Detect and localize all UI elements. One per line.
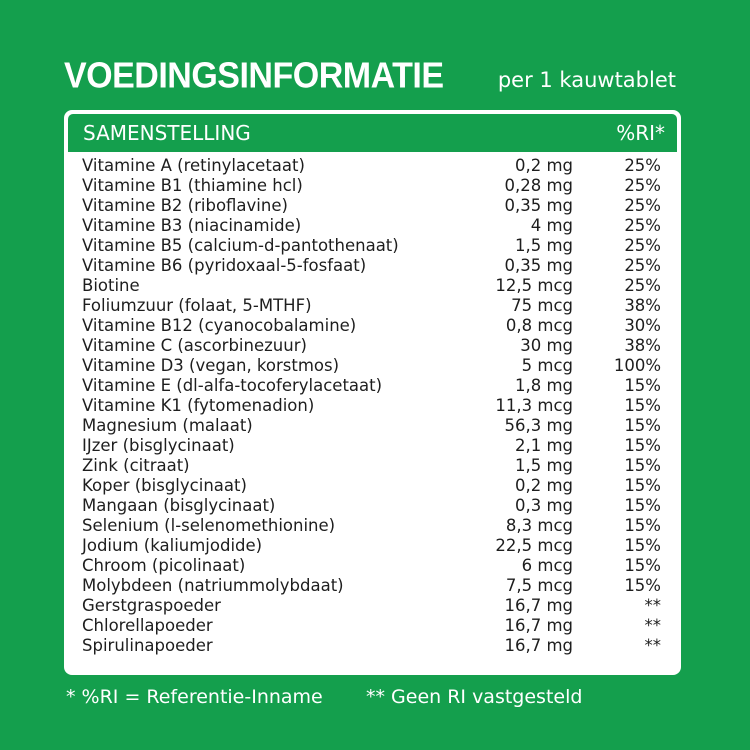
- ingredient-name: Vitamine D3 (vegan, korstmos): [82, 356, 340, 375]
- ingredient-ri: 15%: [624, 376, 661, 395]
- ingredient-name: Vitamine B6 (pyridoxaal-5-fosfaat): [82, 256, 367, 275]
- table-row: [82, 536, 662, 556]
- table-row: [82, 476, 662, 496]
- ingredient-name: Chlorellapoeder: [82, 616, 213, 635]
- ingredient-name: Vitamine A (retinylacetaat): [82, 156, 305, 175]
- ingredient-amount: 30 mg: [520, 336, 573, 355]
- ingredient-name: IJzer (bisglycinaat): [82, 436, 235, 455]
- nutrition-table-card: [64, 110, 681, 675]
- ingredient-amount: 22,5 mcg: [495, 536, 573, 555]
- footnote-no-ri: ** Geen RI vastgesteld: [366, 686, 583, 708]
- table-row: [82, 576, 662, 596]
- footnote-ri: * %RI = Referentie-Inname: [66, 686, 323, 708]
- ingredient-amount: 1,5 mg: [514, 456, 573, 475]
- ingredient-amount: 0,35 mg: [504, 196, 573, 215]
- ingredient-name: Biotine: [82, 276, 140, 295]
- table-row: [82, 596, 662, 616]
- ingredient-amount: 56,3 mg: [504, 416, 573, 435]
- table-header: [68, 114, 677, 152]
- ingredient-ri: 15%: [624, 516, 661, 535]
- ingredient-ri: **: [644, 636, 661, 655]
- ingredient-ri: 25%: [624, 176, 661, 195]
- table-row: [82, 556, 662, 576]
- table-row: [82, 176, 662, 196]
- table-row: [82, 336, 662, 356]
- ingredient-amount: 0,8 mcg: [505, 316, 573, 335]
- ingredient-ri: 100%: [613, 356, 661, 375]
- table-row: [82, 156, 662, 176]
- table-row: [82, 496, 662, 516]
- serving-size-label: per 1 kauwtablet: [497, 68, 676, 92]
- ingredient-ri: **: [644, 596, 661, 615]
- ingredient-name: Vitamine C (ascorbinezuur): [82, 336, 307, 355]
- ingredient-name: Vitamine B1 (thiamine hcl): [82, 176, 303, 195]
- ingredient-amount: 12,5 mcg: [495, 276, 573, 295]
- column-header-ri: %RI*: [616, 121, 665, 145]
- table-row: [82, 636, 662, 656]
- table-row: [82, 356, 662, 376]
- ingredient-ri: 15%: [624, 416, 661, 435]
- ingredient-name: Vitamine B3 (niacinamide): [82, 216, 302, 235]
- ingredient-name: Vitamine K1 (fytomenadion): [82, 396, 315, 415]
- ingredient-name: Mangaan (bisglycinaat): [82, 496, 276, 515]
- table-row: [82, 456, 662, 476]
- table-row: [82, 256, 662, 276]
- table-row: [82, 276, 662, 296]
- ingredient-amount: 16,7 mg: [504, 596, 573, 615]
- ingredient-ri: 15%: [624, 536, 661, 555]
- ingredient-ri: 15%: [624, 476, 661, 495]
- ingredient-amount: 4 mg: [530, 216, 573, 235]
- table-row: [82, 236, 662, 256]
- ingredient-amount: 7,5 mcg: [505, 576, 573, 595]
- ingredient-amount: 16,7 mg: [504, 636, 573, 655]
- ingredient-ri: 15%: [624, 556, 661, 575]
- table-row: [82, 196, 662, 216]
- ingredient-name: Molybdeen (natriummolybdaat): [82, 576, 344, 595]
- ingredient-ri: 15%: [624, 576, 661, 595]
- nutrition-rows: [82, 156, 662, 656]
- ingredient-amount: 11,3 mcg: [495, 396, 573, 415]
- table-row: [82, 376, 662, 396]
- column-header-composition: SAMENSTELLING: [83, 121, 251, 145]
- ingredient-name: Chroom (picolinaat): [82, 556, 246, 575]
- ingredient-name: Gerstgraspoeder: [82, 596, 221, 615]
- ingredient-ri: 15%: [624, 456, 661, 475]
- ingredient-amount: 0,35 mg: [504, 256, 573, 275]
- ingredient-name: Vitamine B12 (cyanocobalamine): [82, 316, 357, 335]
- ingredient-amount: 1,5 mg: [514, 236, 573, 255]
- table-row: [82, 516, 662, 536]
- ingredient-amount: 75 mcg: [511, 296, 573, 315]
- ingredient-amount: 1,8 mg: [514, 376, 573, 395]
- ingredient-name: Magnesium (malaat): [82, 416, 253, 435]
- table-row: [82, 396, 662, 416]
- ingredient-amount: 0,3 mg: [514, 496, 573, 515]
- ingredient-ri: 38%: [624, 296, 661, 315]
- ingredient-ri: 25%: [624, 236, 661, 255]
- ingredient-name: Vitamine B2 (riboflavine): [82, 196, 288, 215]
- page-title: VOEDINGSINFORMATIE: [64, 56, 444, 96]
- ingredient-amount: 6 mcg: [521, 556, 573, 575]
- table-row: [82, 316, 662, 336]
- table-row: [82, 416, 662, 436]
- ingredient-amount: 0,2 mg: [514, 156, 573, 175]
- ingredient-amount: 0,28 mg: [504, 176, 573, 195]
- ingredient-ri: 25%: [624, 216, 661, 235]
- ingredient-ri: 25%: [624, 196, 661, 215]
- table-row: [82, 436, 662, 456]
- ingredient-name: Jodium (kaliumjodide): [82, 536, 263, 555]
- ingredient-ri: 15%: [624, 496, 661, 515]
- ingredient-amount: 5 mcg: [521, 356, 573, 375]
- ingredient-name: Selenium (l-selenomethionine): [82, 516, 336, 535]
- ingredient-ri: 38%: [624, 336, 661, 355]
- ingredient-name: Vitamine E (dl-alfa-tocoferylacetaat): [82, 376, 383, 395]
- ingredient-amount: 2,1 mg: [514, 436, 573, 455]
- table-row: [82, 216, 662, 236]
- ingredient-ri: 25%: [624, 276, 661, 295]
- ingredient-ri: 25%: [624, 256, 661, 275]
- ingredient-ri: **: [644, 616, 661, 635]
- ingredient-ri: 15%: [624, 436, 661, 455]
- ingredient-name: Spirulinapoeder: [82, 636, 213, 655]
- ingredient-amount: 16,7 mg: [504, 616, 573, 635]
- ingredient-name: Foliumzuur (folaat, 5-MTHF): [82, 296, 312, 315]
- ingredient-ri: 25%: [624, 156, 661, 175]
- ingredient-amount: 8,3 mcg: [505, 516, 573, 535]
- ingredient-name: Zink (citraat): [82, 456, 190, 475]
- ingredient-amount: 0,2 mg: [514, 476, 573, 495]
- ingredient-ri: 15%: [624, 396, 661, 415]
- ingredient-ri: 30%: [624, 316, 661, 335]
- table-row: [82, 296, 662, 316]
- ingredient-name: Vitamine B5 (calcium-d-pantothenaat): [82, 236, 399, 255]
- ingredient-name: Koper (bisglycinaat): [82, 476, 247, 495]
- table-row: [82, 616, 662, 636]
